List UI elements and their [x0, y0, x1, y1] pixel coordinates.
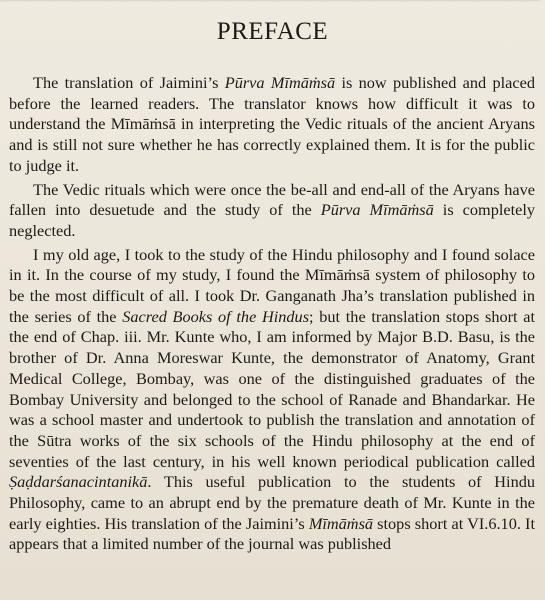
- paragraph: [9, 73, 535, 177]
- text-span: ; but the translation stops short at the end of Chap. iii. Mr. Kunte who, I am informed by Major B.D. Basu, is the brother of Dr. Anna Moreswar Kunte, the demonstrator of Anatomy, Grant Medical College, Bombay, was one of the distinguished graduates of the Bombay University and belonged to the school of Ranade and Bhandarkar. He was a school master and undertook to publish the translation and annotation of the Sūtra works of the six schools of the Hindu philosophy at the end of seventies of the last century, in his well known periodical publication called: [9, 306, 535, 471]
- body-text: [9, 73, 535, 558]
- page-heading: PREFACE: [216, 17, 329, 45]
- italic-title: Pūrva Mīmāṁsā: [224, 73, 336, 92]
- italic-title: Ṣaḍdarśanacintanikā: [9, 472, 148, 492]
- italic-title: Sacred Books of the Hindus: [122, 306, 310, 326]
- italic-title: Mīmāṁsā: [308, 513, 374, 533]
- text-span: The translation of Jaimini’s: [33, 73, 225, 92]
- italic-title: Pūrva Mīmāṁsā: [320, 200, 434, 220]
- text-span: The Vedic rituals which were once the be-all and end-all of the Aryans have fallen into desuetude and the study of the: [9, 179, 535, 220]
- text-span: is now published and placed before the learned readers. The translator knows how difficult it was to understand the Mīmāṁsā in interpreting the Vedic rituals of the ancient Aryans and is still not sure whether he has correctly explained them. It is for the public to judge it.: [9, 73, 535, 175]
- show-through-text: [20, 0, 540, 2]
- paragraph: [9, 245, 535, 556]
- text-span: stops short at VI.6.10. It appears that a limited number of the journal was published: [9, 513, 535, 554]
- text-span: I my old age, I took to the study of the Hindu philosophy and I found solace in it. In the course of my study, I found the Mīmāṁsā system of philosophy to be the most difficult of all. I took Dr. Ganganath Jha’s translation published in the series of the: [9, 244, 535, 326]
- text-span: . This useful publication to the students of Hindu Philosophy, came to an abrupt end by the premature death of Mr. Kunte in the early eighties. His translation of the Jaimini’s: [9, 472, 535, 533]
- text-span: is completely neglected.: [9, 200, 536, 240]
- paragraph: [9, 180, 535, 242]
